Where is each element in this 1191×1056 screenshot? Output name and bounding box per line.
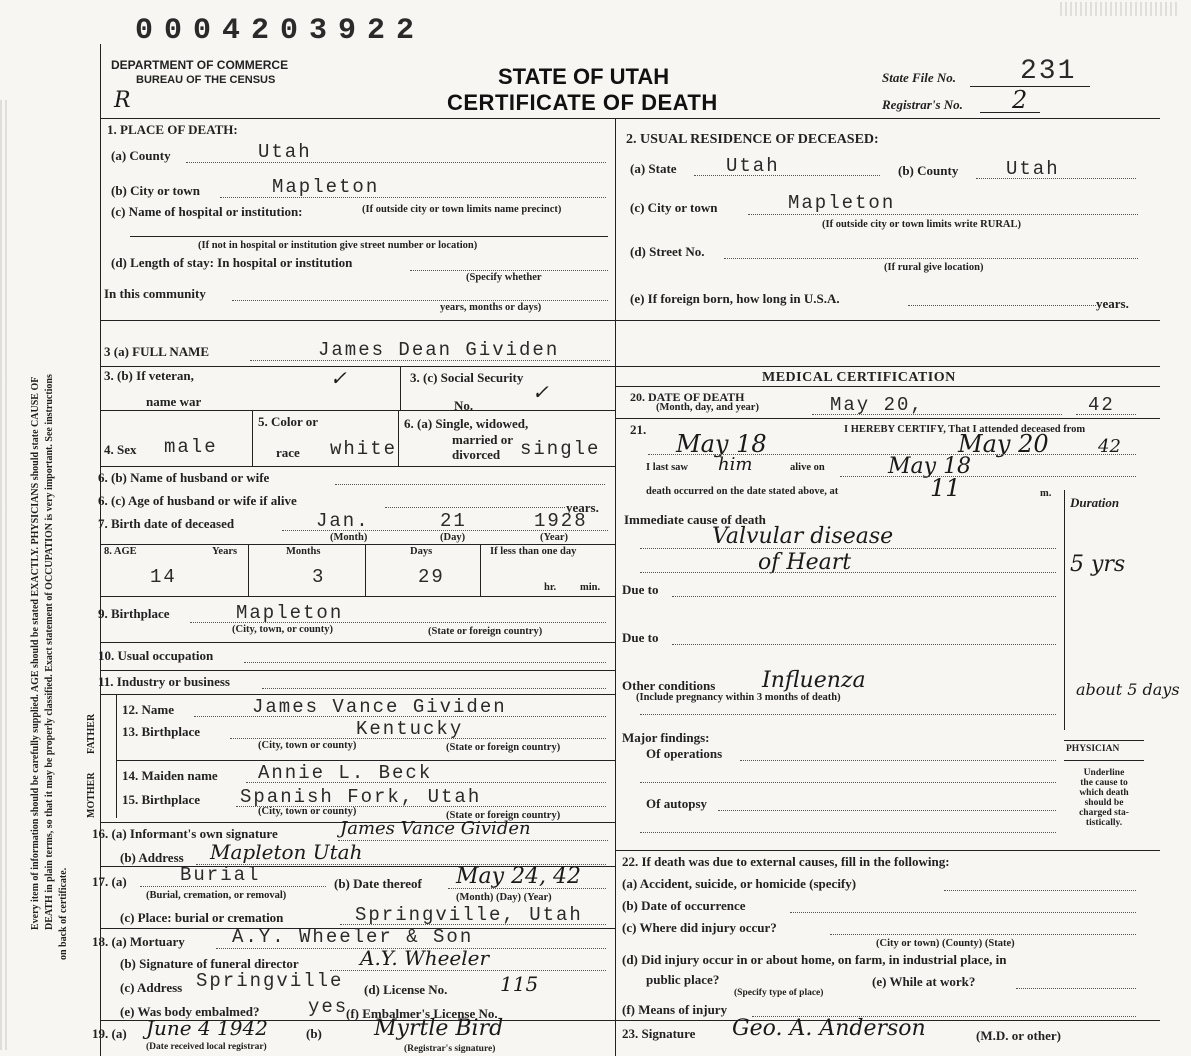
certify-text: I HEREBY CERTIFY, That I attended deceased from	[844, 424, 1086, 435]
burial-date-label: (b) Date thereof	[334, 876, 422, 891]
physician-note	[1066, 768, 1142, 828]
home-label: (d) Did injury occur in or about home, on farm, in industrial place, in	[622, 952, 1007, 967]
spouse-label: 6. (b) Name of husband or wife	[98, 470, 270, 485]
community-note: years, months or days)	[440, 302, 542, 313]
medical-header: MEDICAL CERTIFICATION	[762, 370, 956, 385]
director-value: A.Y. Wheeler	[360, 946, 490, 970]
signature-label: 23. Signature	[622, 1026, 696, 1041]
mother-birthplace-label: 15. Birthplace	[122, 792, 200, 807]
full-name-label: 3 (a) FULL NAME	[104, 344, 210, 359]
birth-year: 1928	[534, 510, 588, 532]
sex-value: male	[164, 436, 218, 458]
age-label: 8. AGE	[104, 546, 137, 557]
other-conditions-label: Other conditions	[622, 678, 716, 693]
burial-label: 17. (a)	[92, 874, 127, 889]
father-name-label: 12. Name	[122, 702, 174, 717]
death-date-label: 20. DATE OF DEATH	[630, 390, 745, 404]
ss-label: 3. (c) Social Security	[410, 370, 524, 385]
other-conditions-note: (Include pregnancy within 3 months of death)	[636, 692, 841, 703]
industry-label: 11. Industry or business	[98, 674, 230, 689]
burial-place-label: (c) Place: burial or cremation	[120, 910, 284, 925]
informant-sig-value: James Vance Gividen	[340, 818, 531, 839]
scan-noise-top	[1060, 2, 1180, 16]
physician-note-line: the cause to	[1080, 778, 1128, 788]
state-file-value: 231	[1020, 56, 1077, 87]
alive-label: alive on	[790, 462, 825, 473]
marital-label-2: married or	[452, 432, 514, 447]
margin-note-2: DEATH in plain terms, so that it may be properly classified. Exact statement of OCCUPATION is very important. See instructions	[44, 374, 55, 930]
veteran-label: 3. (b) If veteran,	[104, 368, 194, 383]
place-of-death-header: 1. PLACE OF DEATH:	[107, 122, 238, 137]
director-label: (b) Signature of funeral director	[120, 956, 299, 971]
birthplace-label: 9. Birthplace	[98, 606, 170, 621]
last-saw-label: I last saw	[646, 462, 689, 473]
death-county-value: Utah	[258, 141, 312, 163]
mother-birthplace-value: Spanish Fork, Utah	[240, 786, 482, 808]
res-state-value: Utah	[726, 155, 780, 177]
sex-label: 4. Sex	[104, 442, 137, 457]
mother-name-value: Annie L. Beck	[258, 762, 433, 784]
immediate-cause-value-2: of Heart	[758, 550, 852, 575]
birth-day: 21	[440, 510, 467, 532]
color-label: 5. Color or	[258, 414, 319, 429]
last-saw-value: him	[718, 454, 753, 475]
physician-note-line: which death	[1079, 788, 1129, 798]
death-date-caption: (Month, day, and year)	[656, 402, 759, 413]
death-county-label: (a) County	[111, 148, 171, 163]
registrar-caption: (Registrar's signature)	[404, 1044, 496, 1054]
occurred-label: death occurred on the date stated above, at	[646, 486, 839, 497]
due-to-2-label: Due to	[622, 630, 659, 645]
mother-side-label: MOTHER	[86, 772, 97, 818]
where-caption: (City or town) (County) (State)	[876, 938, 1015, 949]
accident-label: (a) Accident, suicide, or homicide (specify)	[622, 876, 857, 891]
attended-to: May 20	[958, 430, 1049, 458]
license-value: 115	[500, 972, 539, 996]
mortuary-value: A.Y. Wheeler & Son	[232, 926, 474, 948]
marital-value: single	[520, 438, 601, 460]
birthplace-city-caption: (City, town, or county)	[232, 624, 334, 635]
res-city-label: (c) City or town	[630, 200, 718, 215]
registrar-value: 2	[1012, 86, 1028, 114]
hospital-label: (c) Name of hospital or institution:	[111, 204, 303, 219]
street-note: (If not in hospital or institution give street number or location)	[198, 240, 478, 251]
burial-value: Burial	[180, 864, 261, 886]
autopsy-label: Of autopsy	[646, 796, 708, 811]
department-label: DEPARTMENT OF COMMERCE	[111, 58, 289, 72]
residence-header: 2. USUAL RESIDENCE OF DECEASED:	[626, 132, 879, 147]
means-label: (f) Means of injury	[622, 1002, 728, 1017]
spouse-age-label: 6. (c) Age of husband or wife if alive	[98, 493, 297, 508]
birthplace-state-caption: (State or foreign country)	[428, 626, 543, 637]
death-year-value: 42	[1088, 394, 1115, 416]
agency-mark: R	[114, 88, 131, 113]
res-county-label: (b) County	[898, 163, 959, 178]
marital-label: 6. (a) Single, widowed,	[404, 416, 529, 431]
burial-date-value: May 24, 42	[456, 864, 582, 889]
death-city-label: (b) City or town	[111, 183, 200, 198]
address2-value: Springville	[196, 970, 344, 992]
operations-label: Of operations	[646, 746, 723, 761]
state-title: STATE OF UTAH	[498, 64, 670, 89]
physician-note-line: Underline	[1083, 768, 1125, 778]
informant-address-label: (b) Address	[120, 850, 184, 865]
race-value: white	[330, 438, 398, 460]
address2-label: (c) Address	[120, 980, 183, 995]
attended-year-marks: 42	[1098, 436, 1121, 457]
age-years: 14	[150, 566, 177, 588]
alive-value: May 18	[888, 454, 972, 479]
mother-city-caption: (City, town or county)	[258, 806, 357, 817]
burial-caption: (Burial, cremation, or removal)	[146, 890, 287, 901]
physician-note-line: should be	[1084, 798, 1124, 808]
father-state-caption: (State or foreign country)	[446, 742, 561, 753]
res-state-label: (a) State	[630, 161, 677, 176]
check-mark-ss: ✓	[532, 380, 549, 404]
day-caption: (Day)	[440, 532, 466, 543]
father-birthplace-value: Kentucky	[356, 718, 464, 740]
res-street-note: (If rural give location)	[884, 262, 984, 273]
spouse-age-unit: years.	[566, 500, 599, 515]
informant-address-value: Mapleton Utah	[210, 840, 363, 864]
other-conditions-value: Influenza	[762, 668, 866, 693]
bureau-label: BUREAU OF THE CENSUS	[136, 74, 276, 86]
occupation-label: 10. Usual occupation	[98, 648, 214, 663]
occurred-unit: m.	[1040, 488, 1052, 499]
physician-note-line: charged sta-	[1079, 808, 1129, 818]
physician-note-line: tistically.	[1085, 818, 1123, 828]
death-city-value: Mapleton	[272, 176, 380, 198]
serial-number: 0004203922	[135, 14, 426, 48]
embalmer-label: (f) Embalmer's License No.	[346, 1006, 498, 1021]
occurrence-label: (b) Date of occurrence	[622, 898, 746, 913]
informant-sig-label: 16. (a) Informant's own signature	[92, 826, 278, 841]
margin-note-1: Every item of information should be carefully supplied. AGE should be stated EXACTLY. PHYSICIANS should state CAUSE OF	[30, 376, 41, 930]
received-caption: (Date received local registrar)	[146, 1042, 267, 1052]
margin-note-3: on back of certificate.	[58, 867, 69, 960]
death-date-value: May 20,	[830, 394, 924, 416]
major-findings-label: Major findings:	[622, 730, 710, 745]
local-registrar-value: Myrtle Bird	[374, 1016, 504, 1041]
state-file-label: State File No.	[882, 70, 957, 85]
res-street-label: (d) Street No.	[630, 244, 705, 259]
immediate-cause-label: Immediate cause of death	[624, 512, 766, 527]
mother-state-caption: (State or foreign country)	[446, 810, 561, 821]
physician-signature: Geo. A. Anderson	[732, 1016, 926, 1041]
where-label: (c) Where did injury occur?	[622, 920, 777, 935]
embalmed-label: (e) Was body embalmed?	[120, 1004, 260, 1019]
certify-number: 21.	[630, 422, 647, 437]
birth-date-label: 7. Birth date of deceased	[98, 516, 235, 531]
marital-label-3: divorced	[452, 447, 501, 462]
physician-label: PHYSICIAN	[1066, 744, 1120, 754]
month-caption: (Month)	[330, 532, 368, 543]
year-caption: (Year)	[540, 532, 568, 543]
local-registrar-label: (b)	[306, 1026, 322, 1041]
immediate-duration: 5 yrs	[1070, 552, 1126, 577]
occurred-value: 11	[930, 474, 961, 502]
scan-noise-left	[0, 100, 10, 1050]
community-label: In this community	[104, 286, 206, 301]
war-label: name war	[146, 394, 202, 409]
months-caption: Months	[286, 546, 321, 557]
duration-label: Duration	[1070, 495, 1120, 510]
immediate-cause-value: Valvular disease	[712, 524, 894, 549]
burial-place-value: Springville, Utah	[355, 904, 583, 926]
min-caption: min.	[580, 582, 601, 593]
hr-caption: hr.	[544, 582, 557, 593]
signature-suffix: (M.D. or other)	[976, 1028, 1061, 1043]
ss-no-label: No.	[454, 398, 474, 413]
embalmed-value: yes	[308, 996, 349, 1018]
check-mark-veteran: ✓	[330, 366, 347, 390]
age-days: 29	[418, 566, 445, 588]
father-name-value: James Vance Gividen	[252, 696, 507, 718]
stay-label: (d) Length of stay: In hospital or institution	[111, 255, 353, 270]
res-city-value: Mapleton	[788, 192, 896, 214]
race-label: race	[276, 445, 300, 460]
registrar-label: Registrar's No.	[882, 97, 963, 112]
birthplace-value: Mapleton	[236, 602, 344, 624]
mortuary-label: 18. (a) Mortuary	[92, 934, 185, 949]
years-caption: Years	[212, 546, 238, 557]
res-city-note: (If outside city or town limits write RURAL)	[822, 219, 1021, 230]
res-foreign-label: (e) If foreign born, how long in U.S.A.	[630, 291, 840, 306]
mother-name-label: 14. Maiden name	[122, 768, 218, 783]
received-value: June 4 1942	[146, 1016, 268, 1040]
father-side-label: FATHER	[86, 713, 97, 754]
less-than-day-caption: If less than one day	[490, 546, 577, 557]
public-place-caption: (Specify type of place)	[734, 988, 824, 998]
res-county-value: Utah	[1006, 158, 1060, 180]
at-work-label: (e) While at work?	[872, 974, 976, 989]
due-to-label: Due to	[622, 582, 659, 597]
external-causes-label: 22. If death was due to external causes, fill in the following:	[622, 854, 950, 869]
birth-month: Jan.	[316, 510, 370, 532]
father-city-caption: (City, town or county)	[258, 740, 357, 751]
full-name-value: James Dean Gividen	[318, 339, 560, 361]
stay-specify: (Specify whether	[466, 272, 542, 283]
father-birthplace-label: 13. Birthplace	[122, 724, 200, 739]
burial-date-caption: (Month) (Day) (Year)	[456, 892, 552, 903]
received-label: 19. (a)	[92, 1026, 127, 1041]
attended-from: May 18	[676, 430, 767, 458]
other-duration: about 5 days	[1076, 680, 1180, 699]
days-caption: Days	[410, 546, 433, 557]
hospital-note: (If outside city or town limits name precinct)	[362, 204, 562, 215]
public-place-label: public place?	[646, 972, 720, 987]
license-label: (d) License No.	[364, 982, 448, 997]
certificate-title: CERTIFICATE OF DEATH	[447, 90, 718, 115]
age-months: 3	[312, 566, 326, 588]
res-foreign-unit: years.	[1096, 296, 1129, 311]
